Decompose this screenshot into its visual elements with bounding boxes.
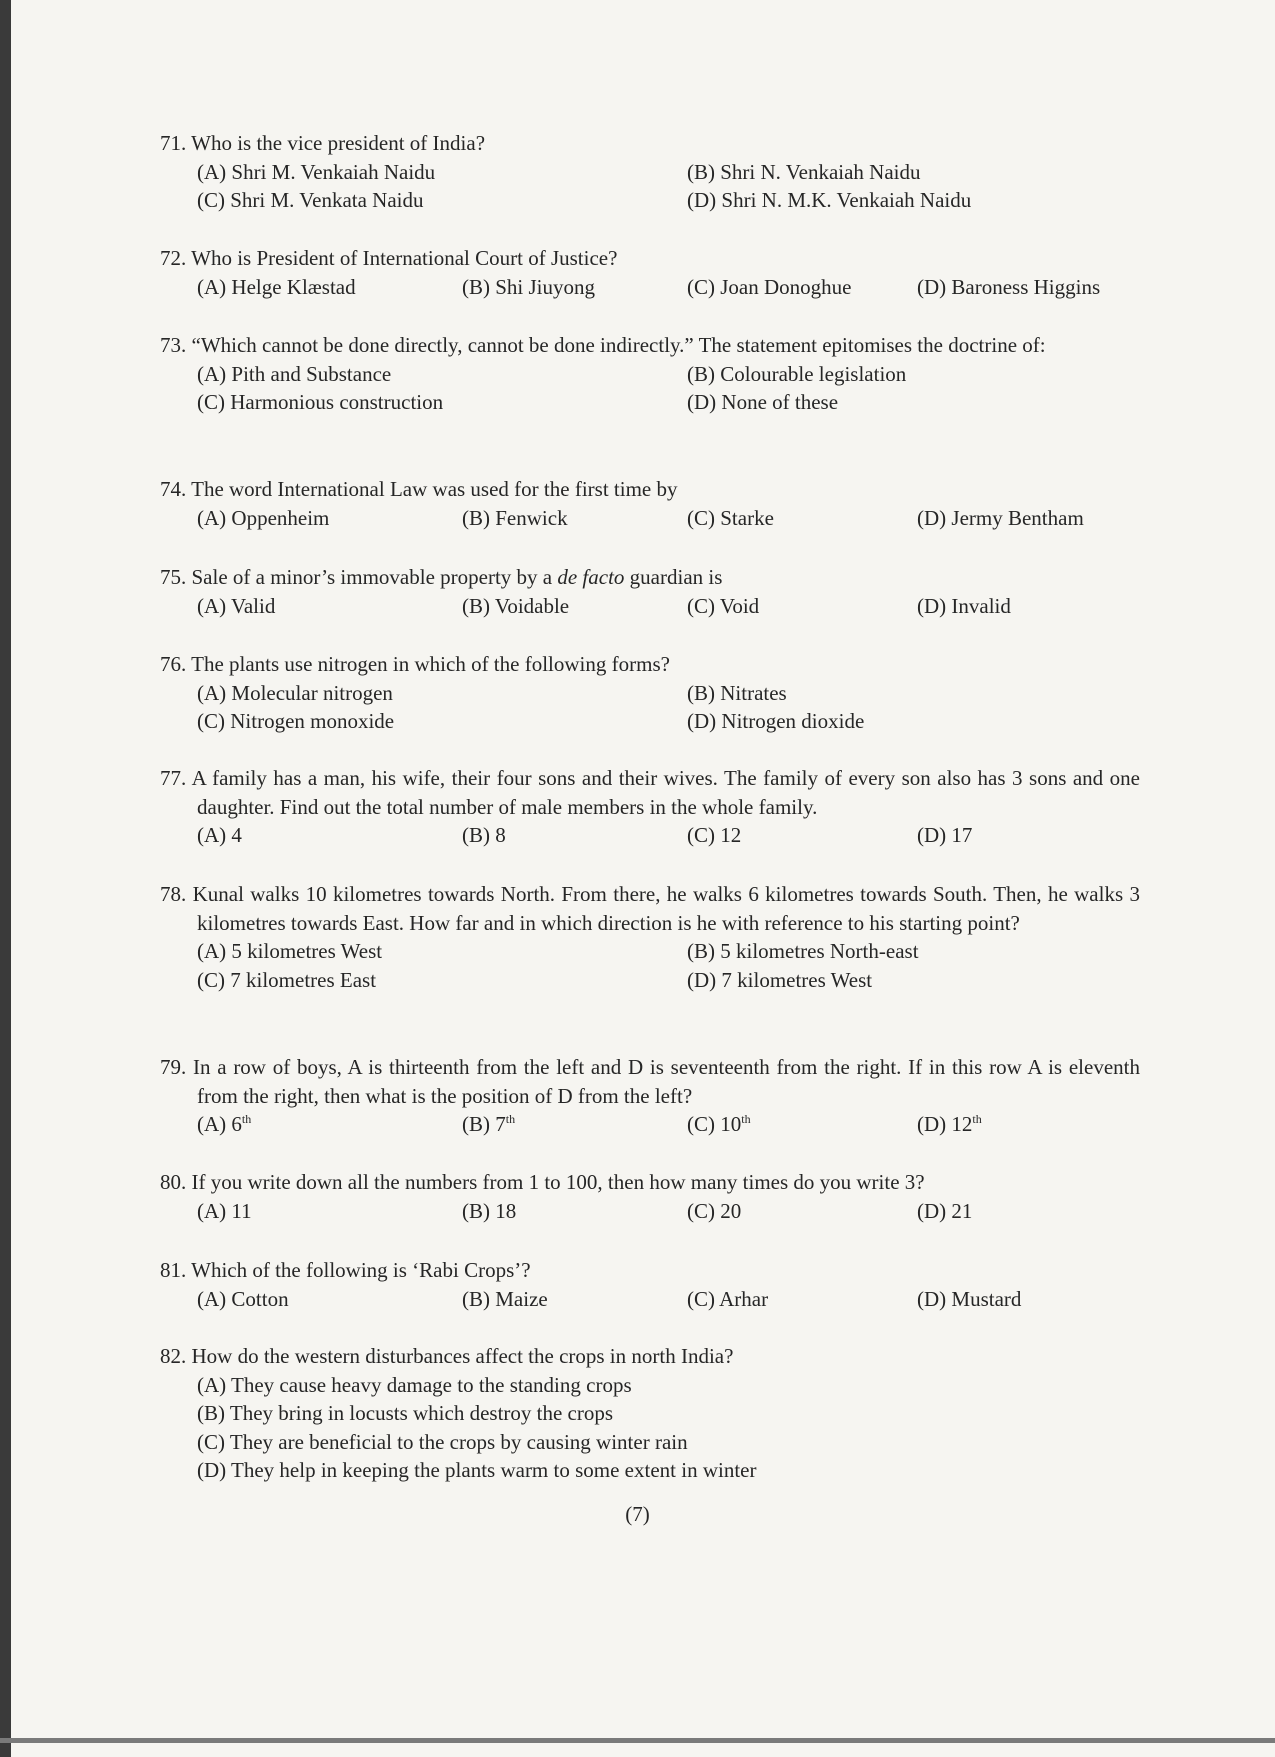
options-list <box>160 1371 1140 1485</box>
option-a: (A) They cause heavy damage to the standing crops <box>197 1372 632 1397</box>
option-c: (C) 7 kilometres East <box>197 967 377 992</box>
option-c: (C) Nitrogen monoxide <box>197 709 395 733</box>
option-d: (D) They help in keeping the plants warm to some extent in winter <box>197 1458 757 1482</box>
question-stem: 77. A family has a man, his wife, their four sons and their wives. The family of every son also has 3 sons and one daughter. Find out the total number of male members in the whole family. <box>160 766 1140 819</box>
question-74 <box>160 475 1140 532</box>
option-c: (C) Starke <box>687 505 774 530</box>
question-80 <box>160 1168 1140 1225</box>
option-d: (D) Baroness Higgins <box>917 274 1101 299</box>
question-82 <box>160 1342 1140 1485</box>
option-d: (D) Nitrogen dioxide <box>687 709 865 733</box>
option-d-label: (D) 12 <box>917 1112 973 1136</box>
options-row <box>160 1285 1140 1314</box>
options-row <box>160 937 1140 966</box>
option-c-label: (C) 10 <box>687 1112 742 1136</box>
options-row <box>160 186 1140 215</box>
options-row <box>160 360 1140 389</box>
option-b: (B) Fenwick <box>462 505 568 530</box>
option-b: (B) Maize <box>462 1286 548 1311</box>
option-c: (C) They are beneficial to the crops by causing winter rain <box>197 1429 688 1454</box>
question-stem: 74. The word International Law was used for the first time by <box>160 477 678 501</box>
option-d: (D) Invalid <box>917 593 1011 618</box>
option-c: (C) Harmonious construction <box>197 390 444 414</box>
question-stem: 73. “Which cannot be done directly, cannot be done indirectly.” The statement epitomises the doctrine of: <box>160 333 1046 357</box>
option-a <box>197 1110 462 1139</box>
options-row <box>160 707 1140 736</box>
option-c <box>687 1110 917 1139</box>
question-81 <box>160 1256 1140 1313</box>
option-c: (C) Joan Donoghue <box>687 274 852 299</box>
question-77 <box>160 764 1140 850</box>
ordinal-suffix: th <box>972 1112 982 1126</box>
option-b: (B) Voidable <box>462 593 570 618</box>
ordinal-suffix: th <box>505 1112 516 1126</box>
question-71 <box>160 129 1140 215</box>
option-a: (A) Pith and Substance <box>197 361 392 386</box>
option-b: (B) They bring in locusts which destroy the crops <box>197 1401 614 1425</box>
option-a-label: (A) 6 <box>197 1112 242 1136</box>
question-stem: 80. If you write down all the numbers from 1 to 100, then how many times do you write 3? <box>160 1170 925 1194</box>
question-stem: 81. Which of the following is ‘Rabi Crops’? <box>160 1258 531 1282</box>
question-stem: 82. How do the western disturbances affect the crops in north India? <box>160 1344 734 1368</box>
scan-bottom-edge <box>0 1738 1275 1743</box>
option-d: (D) 7 kilometres West <box>687 967 873 992</box>
options-row <box>160 1110 1140 1139</box>
option-c: (C) Arhar <box>687 1286 769 1311</box>
option-a: (A) 5 kilometres West <box>197 939 383 963</box>
option-d: (D) 17 <box>917 823 973 847</box>
option-a: (A) Shri M. Venkaiah Naidu <box>197 159 436 184</box>
page-number: (7) <box>625 1502 650 1526</box>
option-a: (A) Valid <box>197 593 276 618</box>
stem-text-after: guardian is <box>624 565 723 589</box>
question-73 <box>160 331 1140 417</box>
option-a: (A) Helge Klæstad <box>197 274 356 299</box>
option-c: (C) Shri M. Venkata Naidu <box>197 188 424 212</box>
options-row <box>160 966 1140 995</box>
option-b: (B) 18 <box>462 1198 517 1223</box>
question-76 <box>160 650 1140 736</box>
option-b-label: (B) 7 <box>462 1112 506 1136</box>
ordinal-suffix: th <box>241 1112 252 1126</box>
option-b: (B) Shri N. Venkaiah Naidu <box>687 159 921 184</box>
option-a: (A) Oppenheim <box>197 505 330 530</box>
option-b: (B) Shi Jiuyong <box>462 274 596 299</box>
question-78 <box>160 880 1140 994</box>
question-stem: 78. Kunal walks 10 kilometres towards North. From there, he walks 6 kilometres towards South. Then, he walks 3 kilometres towards East. How far and in which direction is he with reference to his starting point? <box>160 882 1140 935</box>
option-a: (A) 11 <box>197 1198 252 1223</box>
question-stem: 72. Who is President of International Court of Justice? <box>160 246 618 270</box>
option-b: (B) Nitrates <box>687 680 787 705</box>
options-row <box>160 273 1140 302</box>
question-75 <box>160 563 1140 620</box>
options-row <box>160 388 1140 417</box>
question-stem: 71. Who is the vice president of India? <box>160 131 486 155</box>
option-d: (D) None of these <box>687 390 839 414</box>
option-d: (D) Shri N. M.K. Venkaiah Naidu <box>687 188 972 212</box>
options-row <box>160 821 1140 850</box>
option-b: (B) Colourable legislation <box>687 361 907 386</box>
stem-text-before: 75. Sale of a minor’s immovable property by a <box>160 565 558 589</box>
option-b: (B) 8 <box>462 823 506 847</box>
option-a: (A) 4 <box>197 823 242 847</box>
option-d: (D) 21 <box>917 1198 973 1223</box>
option-d: (D) Jermy Bentham <box>917 505 1084 530</box>
options-row <box>160 592 1140 621</box>
ordinal-suffix: th <box>741 1112 751 1126</box>
option-b: (B) 5 kilometres North-east <box>687 939 919 963</box>
option-d <box>917 1110 1137 1139</box>
options-row <box>160 504 1140 533</box>
option-c: (C) 20 <box>687 1198 742 1223</box>
question-stem: 79. In a row of boys, A is thirteenth from the left and D is seventeenth from the right. If in this row A is eleventh from the right, then what is the position of D from the left? <box>160 1055 1140 1108</box>
options-row <box>160 1197 1140 1226</box>
option-a: (A) Molecular nitrogen <box>197 680 393 705</box>
option-c: (C) Void <box>687 593 760 618</box>
question-stem <box>160 563 1140 592</box>
option-d: (D) Mustard <box>917 1286 1022 1311</box>
question-79 <box>160 1053 1140 1139</box>
option-b <box>462 1110 687 1139</box>
options-row <box>160 158 1140 187</box>
option-a: (A) Cotton <box>197 1286 289 1311</box>
options-row <box>160 679 1140 708</box>
option-c: (C) 12 <box>687 823 742 847</box>
stem-text-italic: de facto <box>557 565 625 589</box>
question-stem: 76. The plants use nitrogen in which of the following forms? <box>160 652 670 676</box>
question-72 <box>160 244 1140 301</box>
